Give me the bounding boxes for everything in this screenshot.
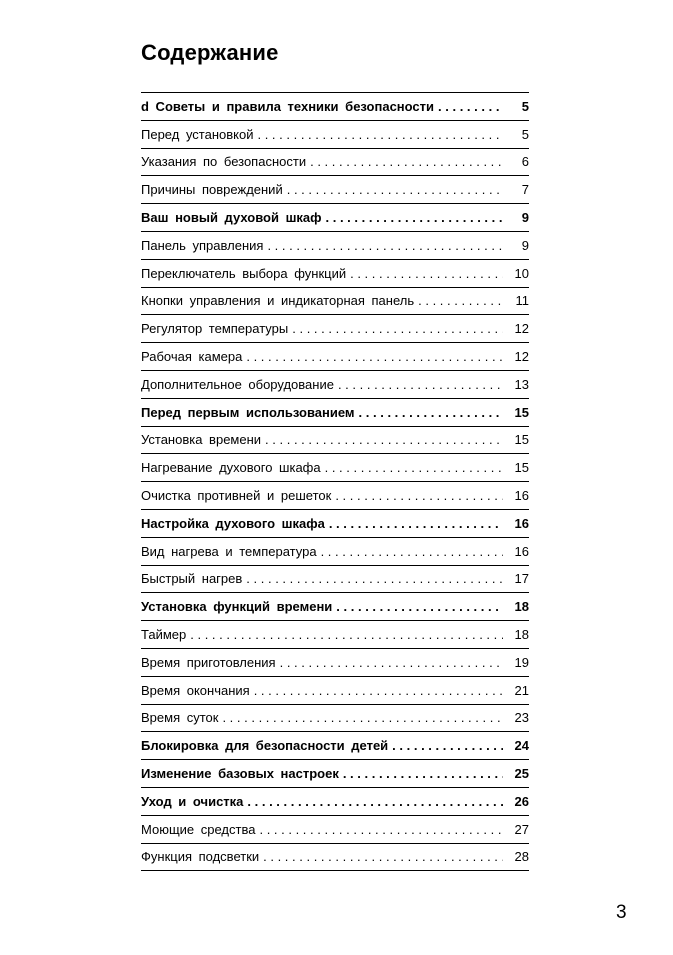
page-number: 3 [616, 902, 627, 923]
toc-entry[interactable] [141, 315, 529, 343]
toc-entry-page: 5 [521, 98, 529, 114]
toc-entry[interactable] [141, 204, 529, 232]
toc-entry-page: 11 [515, 293, 529, 309]
toc-entry-label: Установка функций времени [141, 599, 333, 615]
toc-entry-page: 26 [514, 793, 529, 809]
leader-dots [329, 516, 503, 531]
leader-dots [246, 571, 503, 586]
toc-entry[interactable] [141, 121, 529, 149]
leader-dots [336, 599, 503, 614]
leader-dots [280, 655, 503, 670]
toc-entry[interactable] [141, 788, 529, 816]
leader-dots [257, 127, 503, 142]
toc-entry-page: 25 [514, 766, 529, 782]
toc-entry[interactable] [141, 232, 529, 260]
toc-entry-label: Изменение базовых настроек [141, 766, 339, 782]
leader-dots [325, 460, 503, 475]
leader-dots [246, 349, 503, 364]
toc-entry[interactable] [141, 566, 529, 594]
leader-dots [287, 182, 503, 197]
leader-dots [321, 544, 503, 559]
leader-dots [350, 266, 503, 281]
toc-entry[interactable] [141, 844, 529, 872]
toc-entry-page: 15 [514, 460, 529, 476]
toc-entry-label: Рабочая камера [141, 349, 243, 365]
toc-entry[interactable] [141, 260, 529, 288]
toc-entry-page: 19 [514, 654, 529, 670]
leader-dots [259, 822, 503, 837]
toc-entry[interactable] [141, 343, 529, 371]
page-title: Содержание [141, 40, 279, 65]
leader-dots [267, 238, 503, 253]
toc-entry-page: 10 [514, 265, 529, 281]
toc-entry-page: 9 [521, 210, 529, 226]
leader-dots [254, 683, 503, 698]
toc-entry-label: Вид нагрева и температура [141, 543, 317, 559]
toc-entry[interactable] [141, 454, 529, 482]
leader-dots [247, 794, 503, 809]
toc-entry-label: Кнопки управления и индикаторная панель [141, 293, 415, 309]
toc-entry-page: 27 [514, 821, 529, 837]
toc-entry-label: Время окончания [141, 682, 250, 698]
toc-entry[interactable] [141, 427, 529, 455]
toc-entry[interactable] [141, 510, 529, 538]
toc-entry-page: 15 [514, 404, 529, 420]
leader-dots [326, 210, 503, 225]
leader-dots [265, 432, 503, 447]
toc-entry-page: 23 [514, 710, 529, 726]
toc-entry[interactable] [141, 760, 529, 788]
toc-entry-label: Время суток [141, 710, 219, 726]
toc-entry-page: 21 [514, 682, 529, 698]
toc-entry-page: 12 [514, 321, 529, 337]
toc-entry[interactable] [141, 399, 529, 427]
toc-entry-label: Очистка противней и решеток [141, 488, 332, 504]
toc-entry-page: 16 [514, 543, 529, 559]
toc-entry-page: 18 [514, 599, 529, 615]
toc-entry-label: Регулятор температуры [141, 321, 289, 337]
toc-entry-page: 13 [514, 376, 529, 392]
leader-dots [335, 488, 503, 503]
toc-entry-label: Время приготовления [141, 654, 276, 670]
toc-entry[interactable] [141, 288, 529, 316]
toc-entry[interactable] [141, 176, 529, 204]
toc-entry[interactable] [141, 482, 529, 510]
table-of-contents [141, 92, 529, 871]
leader-dots [343, 766, 503, 781]
toc-entry-page: 16 [514, 488, 529, 504]
toc-entry-page: 5 [521, 126, 529, 142]
toc-entry-page: 9 [521, 237, 529, 253]
toc-entry[interactable] [141, 705, 529, 733]
toc-entry-label: Блокировка для безопасности детей [141, 738, 389, 754]
toc-entry-page: 6 [521, 154, 529, 170]
toc-entry[interactable] [141, 538, 529, 566]
toc-entry[interactable] [141, 732, 529, 760]
toc-entry-label: Перед установкой [141, 126, 254, 142]
toc-entry[interactable] [141, 649, 529, 677]
toc-entry-label: Таймер [141, 627, 187, 643]
leader-dots [338, 377, 503, 392]
toc-entry-label: d Советы и правила техники безопасности [141, 98, 435, 114]
toc-entry-label: Моющие средства [141, 821, 256, 837]
leader-dots [263, 849, 503, 864]
toc-entry-page: 17 [514, 571, 529, 587]
leader-dots [222, 710, 503, 725]
toc-entry[interactable] [141, 816, 529, 844]
toc-entry-label: Уход и очистка [141, 793, 244, 809]
toc-entry-label: Дополнительное оборудование [141, 376, 334, 392]
toc-entry-page: 28 [514, 849, 529, 865]
toc-entry-label: Быстрый нагрев [141, 571, 243, 587]
toc-entry-label: Панель управления [141, 237, 264, 253]
leader-dots [292, 321, 503, 336]
toc-entry[interactable] [141, 593, 529, 621]
leader-dots [438, 99, 503, 114]
toc-entry-label: Причины повреждений [141, 182, 283, 198]
toc-entry[interactable] [141, 677, 529, 705]
toc-entry[interactable] [141, 371, 529, 399]
toc-entry-page: 16 [514, 515, 529, 531]
toc-entry-page: 18 [514, 627, 529, 643]
toc-entry-label: Функция подсветки [141, 849, 260, 865]
toc-entry[interactable] [141, 93, 529, 121]
leader-dots [190, 627, 503, 642]
leader-dots [392, 738, 503, 753]
toc-entry-page: 24 [514, 738, 529, 754]
toc-entry-page: 15 [514, 432, 529, 448]
leader-dots [359, 405, 503, 420]
toc-entry-label: Перед первым использованием [141, 404, 355, 420]
toc-entry-label: Настройка духового шкафа [141, 515, 325, 531]
toc-entry[interactable] [141, 149, 529, 177]
toc-entry-label: Указания по безопасности [141, 154, 307, 170]
toc-entry-label: Переключатель выбора функций [141, 265, 347, 281]
leader-dots [310, 154, 503, 169]
leader-dots [418, 293, 503, 308]
toc-entry[interactable] [141, 621, 529, 649]
toc-entry-page: 7 [521, 182, 529, 198]
toc-entry-label: Нагревание духового шкафа [141, 460, 321, 476]
toc-entry-label: Установка времени [141, 432, 262, 448]
toc-entry-label: Ваш новый духовой шкаф [141, 210, 322, 226]
toc-entry-page: 12 [514, 349, 529, 365]
